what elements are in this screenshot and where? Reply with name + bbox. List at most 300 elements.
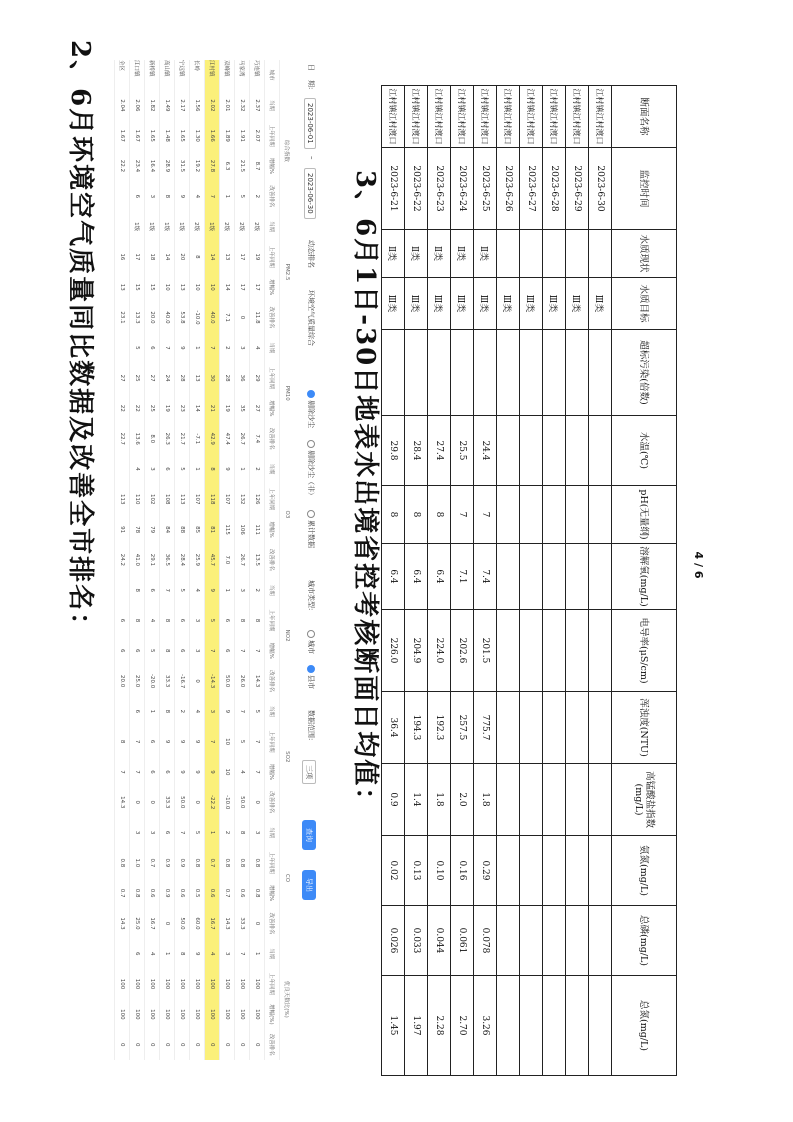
table-cell: 1级 [205,211,220,241]
table-cell: 22.2 [115,151,130,181]
table-cell: 23.1 [115,302,130,332]
water-ph-cell: 8 [382,486,405,544]
table-row [250,60,265,1060]
table-cell: 9 [175,757,190,787]
table-cell: 0 [145,787,160,817]
water-ph-cell: 8 [428,486,451,544]
table-cell: 50.0 [235,787,250,817]
table-cell: 0.6 [145,878,160,908]
table-cell: 8.0 [145,424,160,454]
water-target-cell: Ⅲ类 [382,278,405,330]
water-temp-cell: 24.4 [474,416,497,486]
water-target-cell: Ⅲ类 [566,278,589,330]
table-cell: 6 [220,605,235,635]
table-cell [115,696,130,726]
water-ph-cell: 7 [451,486,474,544]
water-ph-cell: 7 [474,486,497,544]
table-cell: 9 [190,757,205,787]
water-date-cell: 2023-6-21 [382,148,405,230]
water-name-cell: 江村镇江村渡口 [520,86,543,148]
table-cell: 13.6 [130,424,145,454]
column-header[interactable]: 增幅% [265,393,280,423]
table-cell: 14 [160,242,175,272]
column-header[interactable]: 上年同期 [265,969,280,999]
column-header[interactable]: 当期 [265,575,280,605]
water-tn-cell [497,976,520,1076]
table-cell: 1 [250,939,265,969]
table-cell: 36 [235,363,250,393]
table-cell: 2 [175,696,190,726]
water-nh3n-cell: 0.10 [428,836,451,906]
column-header[interactable]: 当期 [265,817,280,847]
table-cell: 1.48 [160,121,175,151]
water-cond-cell [497,610,520,692]
table-cell: 0.6 [205,878,220,908]
column-header[interactable]: 当期 [265,211,280,241]
water-row [497,86,520,1076]
water-name-cell: 江村镇江村渡口 [497,86,520,148]
table-cell: 0.9 [160,848,175,878]
water-turb-cell [566,692,589,764]
table-cell: 84 [160,514,175,544]
table-row [160,60,175,1060]
table-cell: 2.37 [250,90,265,120]
water-turb-cell [543,692,566,764]
table-cell: 0.9 [175,848,190,878]
table-cell: 14 [205,242,220,272]
column-header[interactable]: 当期 [265,333,280,363]
air-quality-screenshot [104,60,322,1060]
column-header[interactable]: 改善排名 [265,1030,280,1061]
table-cell: 27 [250,393,265,423]
table-cell: 5 [175,575,190,605]
air-quality-table [114,60,294,1060]
opt-cumulative[interactable]: 累计数据 [306,510,316,548]
table-cell: 0.9 [160,878,175,908]
water-ph-cell [497,486,520,544]
water-date-cell: 2023-6-23 [428,148,451,230]
table-cell: 1.67 [115,121,130,151]
table-cell: 6 [220,636,235,666]
column-header[interactable]: 增幅% [265,151,280,181]
column-header[interactable]: 上年同期 [265,605,280,635]
water-tp-cell [497,906,520,976]
water-do-cell: 6.4 [382,544,405,610]
water-column-header: 水质目标 [612,278,677,330]
column-header[interactable]: 上年同期 [265,242,280,272]
water-row [405,86,428,1076]
table-cell: 6 [130,181,145,211]
table-cell: 8 [160,605,175,635]
table-cell: 19 [250,242,265,272]
table-cell: 1 [160,939,175,969]
table-cell: 23 [175,393,190,423]
mode-aqi[interactable]: 环境空气质量综合 [307,290,315,346]
water-codmn-cell: 1.4 [405,764,428,836]
water-target-cell: Ⅲ类 [589,278,612,330]
table-cell: 26.7 [235,424,250,454]
opt-remove-dust-non[interactable]: 剔除沙尘（非） [306,440,316,499]
table-cell: 0.5 [190,878,205,908]
table-cell: 7 [235,939,250,969]
table-cell: 7 [160,333,175,363]
table-cell: 21.5 [235,151,250,181]
group-header: 综合指数 [280,90,295,211]
table-cell: 2 [250,454,265,484]
column-header[interactable]: 当期 [265,90,280,120]
column-header[interactable]: 当期 [265,454,280,484]
table-cell: 28.9 [160,151,175,181]
table-cell: 100 [220,969,235,999]
water-temp-cell [543,416,566,486]
water-turb-cell: 192.3 [428,692,451,764]
table-cell: 0 [250,1030,265,1061]
water-nh3n-cell: 0.16 [451,836,474,906]
table-cell: 1级 [160,211,175,241]
water-cond-cell: 201.5 [474,610,497,692]
start-date-input[interactable]: 2023-06-01 [304,98,316,149]
water-status-cell: Ⅱ类 [451,230,474,278]
table-cell: 20.0 [145,302,160,332]
water-do-cell: 7.1 [451,544,474,610]
table-cell: 14.3 [250,666,265,696]
table-cell: 5 [235,727,250,757]
range-select[interactable]: 三项 [302,760,316,784]
table-cell: 1 [190,333,205,363]
water-quality-table-wrap [386,85,677,1051]
column-header[interactable]: 增幅% [265,514,280,544]
water-name-cell: 江村镇江村渡口 [405,86,428,148]
table-cell: 0 [250,787,265,817]
city-cell: 双峰镇 [220,60,235,90]
table-cell: 19 [220,393,235,423]
water-tn-cell [520,976,543,1076]
table-cell [115,454,130,484]
table-cell: 0.7 [220,878,235,908]
date-label: 日 [307,64,315,71]
water-do-cell: 6.4 [405,544,428,610]
section-2-title-text: 2、6月环境空气质量同比数据及改善全市排名： [65,40,95,641]
table-cell: 1.30 [190,121,205,151]
table-cell: 2.32 [235,90,250,120]
mode-ranking[interactable]: 动态排名 [307,240,315,268]
table-cell: 10 [190,272,205,302]
table-cell: 41.0 [130,545,145,575]
table-cell: 102 [145,484,160,514]
range-sep: – [308,156,316,160]
water-tp-cell [589,906,612,976]
table-cell: 1 [220,575,235,605]
water-turb-cell: 775.7 [474,692,497,764]
table-row [205,60,220,1060]
table-cell: 26.3 [160,424,175,454]
table-cell: 7 [250,727,265,757]
table-cell: 40.0 [160,302,175,332]
table-cell: 3 [190,636,205,666]
table-cell: 16.7 [205,908,220,938]
water-tn-cell [543,976,566,1076]
table-cell: -22.2 [205,787,220,817]
period-opt-city[interactable]: 城市 [306,630,316,654]
city-cell: 长岭 [190,60,205,90]
group-header: CO [280,817,295,938]
table-cell: 2级 [190,211,205,241]
water-tp-cell: 0.033 [405,906,428,976]
water-nh3n-cell [589,836,612,906]
table-cell: 100 [235,969,250,999]
table-cell: 28 [220,363,235,393]
water-status-cell [589,230,612,278]
table-cell: 8.7 [250,151,265,181]
city-cell: 全区 [115,60,130,90]
water-ph-cell: 8 [405,486,428,544]
table-cell: 10 [220,727,235,757]
water-do-cell [497,544,520,610]
table-cell: 0.8 [250,878,265,908]
water-do-cell [566,544,589,610]
column-header[interactable]: 改善排名 [265,908,280,938]
table-cell: 3 [250,817,265,847]
table-cell: 9 [190,939,205,969]
water-column-header: 溶解氧(mg/L) [612,544,677,610]
end-date-input[interactable]: 2023-06-30 [304,168,316,219]
table-cell: 100 [250,969,265,999]
table-cell: -20.0 [145,666,160,696]
radio-icon [307,390,315,398]
table-cell: 0.6 [175,878,190,908]
table-cell: 0 [235,1030,250,1061]
table-cell: 100 [205,969,220,999]
table-cell: 100 [160,969,175,999]
table-cell: 2.17 [175,90,190,120]
table-cell: 5 [175,454,190,484]
table-cell: 7 [205,636,220,666]
water-tp-cell [520,906,543,976]
table-cell: 33.3 [160,787,175,817]
column-header[interactable]: 增幅% [265,272,280,302]
water-tn-cell [566,976,589,1076]
table-cell: 100 [190,999,205,1029]
water-exceed-cell [520,330,543,416]
water-turb-cell [589,692,612,764]
table-cell: 2.04 [115,90,130,120]
column-header[interactable]: 上年同期 [265,363,280,393]
export-button[interactable]: 导出 [302,870,316,900]
period-opt-county[interactable]: 县市 [306,665,316,689]
table-cell: 107 [220,484,235,514]
table-cell: 7 [160,575,175,605]
water-column-header: 水温(℃) [612,416,677,486]
water-cond-cell [566,610,589,692]
filter-bar [296,60,322,1060]
table-cell: 30 [205,363,220,393]
table-cell: 1.0 [130,848,145,878]
column-header[interactable]: 改善排名 [265,424,280,454]
table-cell: 9 [190,727,205,757]
water-date-cell: 2023-6-22 [405,148,428,230]
water-tp-cell [566,906,589,976]
column-header[interactable]: 改善排名 [265,181,280,211]
table-cell: 100 [220,999,235,1029]
table-cell: 2.01 [220,90,235,120]
table-cell: 29 [250,363,265,393]
table-cell: 26.0 [235,666,250,696]
table-cell: 100 [175,969,190,999]
table-cell: 6 [130,636,145,666]
table-cell: 1 [190,454,205,484]
table-cell: 0.8 [220,848,235,878]
table-cell: 8 [235,817,250,847]
water-target-cell: Ⅲ类 [405,278,428,330]
table-cell: 6 [160,454,175,484]
city-cell: 高山镇 [160,60,175,90]
column-header[interactable]: 当期 [265,939,280,969]
column-header[interactable]: 上年同期 [265,848,280,878]
table-cell: 20 [175,242,190,272]
table-cell [115,939,130,969]
table-cell: -14.3 [205,666,220,696]
water-date-cell: 2023-6-30 [589,148,612,230]
table-cell: 0 [190,666,205,696]
table-cell: 3 [145,181,160,211]
table-cell: 3 [220,939,235,969]
water-status-cell: Ⅱ类 [405,230,428,278]
table-cell: 113 [175,484,190,514]
table-cell: 0.8 [130,878,145,908]
table-cell: 10 [220,757,235,787]
column-header[interactable]: 增幅% [265,757,280,787]
table-row [190,60,205,1060]
table-cell: 111 [250,514,265,544]
table-cell: 0.8 [190,848,205,878]
table-cell: 28 [175,363,190,393]
table-cell: 7 [130,727,145,757]
opt-remove-dust[interactable]: 剔除沙尘 [306,390,316,428]
table-cell [115,181,130,211]
table-cell: 8 [250,605,265,635]
table-cell: 4 [145,605,160,635]
table-cell: 100 [145,999,160,1029]
table-cell: 5 [235,181,250,211]
water-quality-table [381,85,677,1076]
table-cell: 2 [250,181,265,211]
water-nh3n-cell: 0.29 [474,836,497,906]
table-cell: 100 [130,969,145,999]
table-cell: 14.3 [220,908,235,938]
table-cell: 100 [115,999,130,1029]
water-turb-cell [497,692,520,764]
water-row [589,86,612,1076]
column-header[interactable]: 上年同期 [265,727,280,757]
water-exceed-cell [451,330,474,416]
table-cell: 1 [235,454,250,484]
water-tn-cell [589,976,612,1076]
water-exceed-cell [405,330,428,416]
table-cell: 21.7 [175,424,190,454]
water-name-cell: 江村镇江村渡口 [451,86,474,148]
table-cell: 13 [220,242,235,272]
column-header[interactable]: 当期 [265,696,280,726]
table-cell: 0.6 [235,878,250,908]
table-cell: 9 [205,575,220,605]
water-tp-cell: 0.061 [451,906,474,976]
table-cell: 26.7 [235,545,250,575]
water-temp-cell: 29.8 [382,416,405,486]
water-exceed-cell [428,330,451,416]
table-cell: 9 [175,727,190,757]
table-cell: 15 [145,272,160,302]
water-do-cell: 7.4 [474,544,497,610]
water-nh3n-cell: 0.02 [382,836,405,906]
table-cell: 1 [205,817,220,847]
table-cell: 33.3 [160,666,175,696]
section-3-title [345,170,385,1070]
query-button[interactable]: 查询 [302,820,316,850]
water-column-header: 超标污染(倍数) [612,330,677,416]
table-cell: 17 [250,272,265,302]
column-header[interactable]: 改善排名 [265,302,280,332]
column-header[interactable]: 增幅% [265,636,280,666]
column-header[interactable]: 城市 [265,60,280,90]
water-status-cell: Ⅱ类 [474,230,497,278]
table-cell: 4 [190,696,205,726]
water-temp-cell [566,416,589,486]
table-cell: 13 [175,272,190,302]
water-row [566,86,589,1076]
table-cell: 4 [145,939,160,969]
column-header[interactable]: 增幅(%) [265,999,280,1029]
table-cell: 6 [175,636,190,666]
table-cell: 4 [130,454,145,484]
table-cell: 20.0 [115,666,130,696]
table-cell: 0 [190,1030,205,1061]
column-header[interactable]: 上年同期 [265,484,280,514]
water-codmn-cell [566,764,589,836]
table-cell: 13.5 [250,545,265,575]
table-cell: 2级 [250,211,265,241]
table-row [130,60,145,1060]
table-cell: 7.0 [220,545,235,575]
table-row [145,60,160,1060]
table-cell [115,333,130,363]
water-cond-cell: 202.6 [451,610,474,692]
table-cell: -10.0 [220,787,235,817]
column-header[interactable]: 改善排名 [265,545,280,575]
column-header[interactable]: 增幅% [265,878,280,908]
water-exceed-cell [382,330,405,416]
table-cell: 110 [130,484,145,514]
table-cell: 9 [220,696,235,726]
table-cell: 10 [160,272,175,302]
table-cell: 88 [175,514,190,544]
table-cell: 2 [220,333,235,363]
table-cell: 3 [190,605,205,635]
table-cell: 7 [250,757,265,787]
table-cell: 107 [190,484,205,514]
column-header[interactable]: 上年同期 [265,121,280,151]
table-cell: 0 [235,302,250,332]
table-cell: 78 [130,514,145,544]
column-header[interactable]: 改善排名 [265,787,280,817]
table-cell: 108 [160,484,175,514]
table-cell: 1.65 [145,121,160,151]
water-ph-cell [543,486,566,544]
water-date-cell: 2023-6-24 [451,148,474,230]
page-number [688,545,708,585]
column-header[interactable]: 改善排名 [265,666,280,696]
table-cell: 1级 [175,211,190,241]
group-header: NO2 [280,575,295,696]
